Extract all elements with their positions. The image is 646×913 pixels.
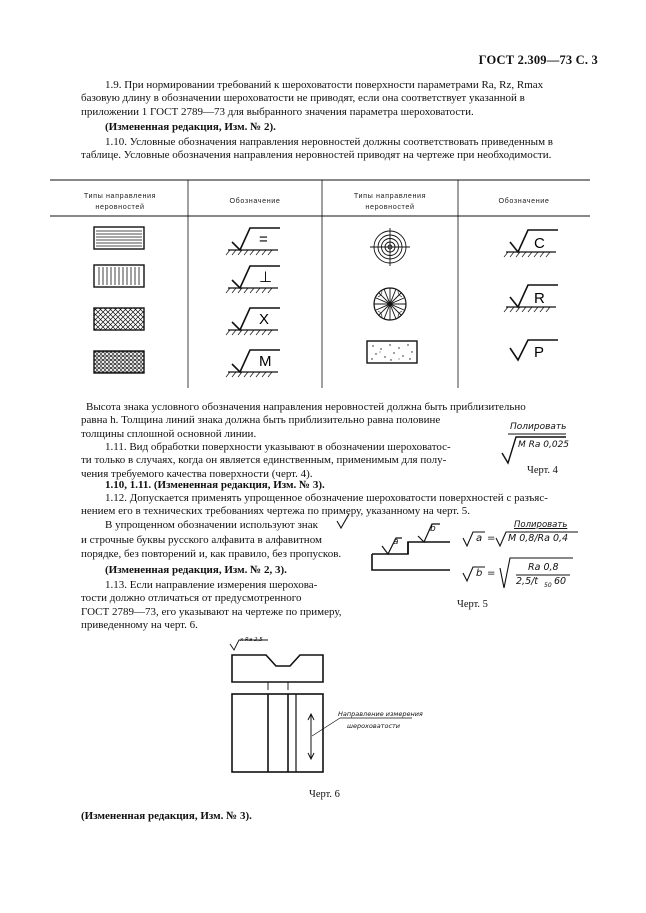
amendment-note: (Измененная редакция, Изм. № 3). bbox=[81, 810, 252, 822]
direction-letter: X bbox=[259, 311, 270, 328]
column-header: Обозначение bbox=[498, 196, 550, 205]
crossed-lines-pictogram bbox=[93, 307, 153, 337]
paragraph-1-9 bbox=[81, 79, 591, 119]
text-line: порядке, без повторений и, как правило, без пропусков. bbox=[81, 548, 342, 560]
paragraph-1-10 bbox=[81, 136, 591, 163]
direction-letter: M bbox=[259, 353, 272, 370]
fig6-leader-label bbox=[338, 710, 448, 718]
roughness-sign-icon bbox=[336, 513, 352, 529]
fig5-eq2-subscript: 50 bbox=[544, 582, 552, 589]
text-line: равна h. Толщина линий знака должна быть приблизительно равна половине bbox=[81, 414, 441, 427]
fig5-eq1-lhs: a bbox=[476, 533, 483, 544]
direction-letter: ⊥ bbox=[259, 269, 273, 286]
radial-direction-symbol bbox=[506, 283, 586, 323]
text-line: чения требуемого качества поверхности (черт. 4). bbox=[81, 467, 313, 480]
simplified-text-line: В упрощенном обозначении используют знак bbox=[105, 519, 318, 531]
fig5-eq2-numerator: Ra 0,8 bbox=[528, 562, 559, 573]
figure-5 bbox=[368, 520, 593, 612]
fig5-label-b: b bbox=[430, 524, 436, 534]
fig5-eq1-rhs: M 0,8/Ra 0,4 bbox=[508, 533, 569, 544]
amendment-note: (Измененная редакция, Изм. № 2). bbox=[105, 121, 276, 133]
fig5-equations bbox=[368, 520, 593, 600]
text-line: 1.12. Допускается применять упрощенное обозначение шероховатости поверхностей с разъяс- bbox=[105, 492, 548, 504]
fig5-note: Полировать bbox=[514, 520, 568, 530]
fig5-eq1-equals: = bbox=[487, 533, 496, 544]
fig4-note: Полировать bbox=[510, 422, 567, 432]
text-line: приложении 1 ГОСТ 2789—73 для выбранного значения параметра шероховатости. bbox=[81, 105, 474, 118]
fig6-caption: Черт. 6 bbox=[309, 789, 340, 800]
fig5-label-a: a bbox=[393, 537, 399, 547]
parallel-lines-pictogram bbox=[93, 226, 153, 256]
perpendicular-lines-pictogram bbox=[93, 264, 153, 294]
fig5-eq2-tail: 60 bbox=[554, 576, 567, 587]
fig5-caption: Черт. 5 bbox=[457, 599, 488, 610]
perpendicular-direction-symbol bbox=[228, 258, 308, 298]
text-line: ГОСТ 2789—73, его указывают на чертеже по примеру, bbox=[81, 605, 342, 618]
fig6-label-line: шероховатости bbox=[347, 722, 401, 730]
paragraph-1-13 bbox=[81, 579, 371, 633]
text-line: ти только в случаях, когда он является единственным, применимым для полу- bbox=[81, 454, 447, 467]
fig4-caption: Черт. 4 bbox=[527, 465, 558, 476]
amendment-note: (Измененная редакция, Изм. № 2, 3). bbox=[105, 564, 287, 576]
parallel-direction-symbol bbox=[228, 220, 308, 260]
fig5-eq2-denominator: 2,5/t bbox=[516, 576, 539, 587]
direction-letter: = bbox=[259, 231, 268, 248]
text-line: базовую длину в обозначении шероховатости не приводят, если она соответствует указанной в bbox=[81, 92, 525, 105]
amendment-note: 1.10, 1.11. (Измененная редакция, Изм. № 3). bbox=[105, 479, 325, 491]
fig5-eq2-equals: = bbox=[487, 568, 496, 579]
text-line: 1.9. При нормировании требований к шероховатости поверхности параметрами Ra, Rz, Rmax bbox=[105, 79, 544, 91]
radial-pictogram bbox=[368, 285, 418, 325]
multidirectional-pictogram bbox=[93, 350, 153, 380]
figure-4 bbox=[488, 420, 598, 480]
text-line: толщины сплошной основной линии. bbox=[81, 427, 257, 440]
text-line: и строчные буквы русского алфавита в алфавитном bbox=[81, 534, 322, 546]
text-line: 1.11. Вид обработки поверхности указывают в обозначении шероховатос- bbox=[105, 441, 451, 453]
circular-direction-symbol bbox=[506, 228, 586, 268]
fig5-eq2-lhs: b bbox=[476, 568, 483, 579]
direction-letter: P bbox=[534, 344, 545, 361]
circular-pictogram bbox=[368, 228, 418, 268]
point-pictogram bbox=[366, 340, 426, 370]
text-line: Высота знака условного обозначения направления неровностей должна быть приблизительно bbox=[86, 401, 526, 413]
paragraph-1-11 bbox=[81, 441, 481, 481]
fig4-parameter: M Ra 0,025 bbox=[518, 440, 570, 450]
text-line: 1.10. Условные обозначения направления неровностей должны соответствовать приведенным в bbox=[105, 136, 553, 148]
point-direction-symbol bbox=[506, 338, 586, 378]
multidirectional-symbol bbox=[228, 342, 308, 382]
text-line: тости должно отличаться от предусмотренного bbox=[81, 592, 302, 605]
direction-letter: R bbox=[534, 290, 545, 307]
text-line: приведенному на черт. 6. bbox=[81, 619, 198, 632]
column-header: Обозначение bbox=[229, 196, 281, 205]
crossed-direction-symbol bbox=[228, 300, 308, 340]
page-header: ГОСТ 2.309—73 С. 3 bbox=[478, 53, 598, 67]
column-header: Типы направления неровностей bbox=[353, 191, 427, 211]
text-line: нением его в технических требованиях чертежа по примеру, указанному на черт. 5. bbox=[81, 505, 471, 518]
direction-letter: C bbox=[534, 235, 545, 252]
column-header: Типы направления неровностей bbox=[83, 191, 157, 211]
fig6-label-line: Направление измерения bbox=[338, 710, 423, 718]
text-line: 1.13. Если направление измерения шерохова- bbox=[105, 579, 318, 591]
text-line: таблице. Условные обозначения направления неровностей приводят на чертеже при необходимости. bbox=[81, 149, 552, 162]
fig6-sign-text: x Ra 2,5 bbox=[240, 637, 263, 643]
